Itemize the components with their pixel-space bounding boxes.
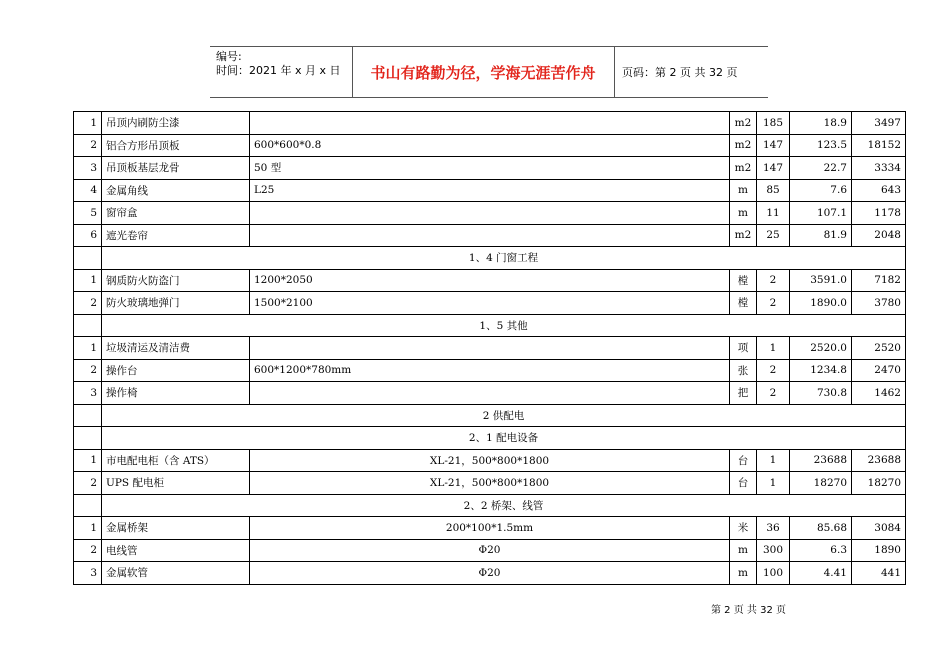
quotation-table xyxy=(73,111,906,585)
item-total: 3334 xyxy=(852,157,906,180)
item-quantity: 1 xyxy=(757,337,790,360)
row-number: 1 xyxy=(74,269,102,292)
item-unit: 项 xyxy=(730,337,757,360)
row-number: 1 xyxy=(74,112,102,135)
item-spec: 50 型 xyxy=(250,157,730,180)
item-spec xyxy=(250,337,730,360)
table-row xyxy=(74,337,906,360)
item-name: UPS 配电柜 xyxy=(102,472,250,495)
section-gutter-cell xyxy=(74,494,102,517)
item-unit-price: 123.5 xyxy=(790,134,852,157)
table-row xyxy=(74,359,906,382)
item-name: 防火玻璃地弹门 xyxy=(102,292,250,315)
item-unit-price: 22.7 xyxy=(790,157,852,180)
item-unit: 樘 xyxy=(730,292,757,315)
item-spec: 600*600*0.8 xyxy=(250,134,730,157)
item-spec xyxy=(250,382,730,405)
item-spec: XL-21，500*800*1800 xyxy=(250,449,730,472)
item-total: 2048 xyxy=(852,224,906,247)
table-row xyxy=(74,157,906,180)
row-number: 3 xyxy=(74,382,102,405)
item-unit-price: 1890.0 xyxy=(790,292,852,315)
item-quantity: 300 xyxy=(757,539,790,562)
item-unit: m xyxy=(730,562,757,585)
item-total: 1178 xyxy=(852,202,906,225)
item-total: 3780 xyxy=(852,292,906,315)
section-title: 1、4 门窗工程 xyxy=(102,247,906,270)
item-unit: 台 xyxy=(730,449,757,472)
item-unit-price: 2520.0 xyxy=(790,337,852,360)
row-number: 1 xyxy=(74,449,102,472)
item-total: 1890 xyxy=(852,539,906,562)
section-gutter-cell xyxy=(74,404,102,427)
header-motto: 书山有路勤为径，学海无涯苦作舟 xyxy=(370,63,596,82)
section-gutter-cell xyxy=(74,427,102,450)
item-name: 金属角线 xyxy=(102,179,250,202)
item-quantity: 85 xyxy=(757,179,790,202)
item-spec: Φ20 xyxy=(250,539,730,562)
table-row xyxy=(74,134,906,157)
item-name: 垃圾清运及清洁费 xyxy=(102,337,250,360)
item-unit: 米 xyxy=(730,517,757,540)
item-unit-price: 23688 xyxy=(790,449,852,472)
item-spec xyxy=(250,112,730,135)
item-unit-price: 18.9 xyxy=(790,112,852,135)
table-row xyxy=(74,517,906,540)
item-quantity: 100 xyxy=(757,562,790,585)
footer-page-number: 第 2 页 共 32 页 xyxy=(711,605,786,616)
row-number: 1 xyxy=(74,517,102,540)
row-number: 3 xyxy=(74,157,102,180)
table-row xyxy=(74,224,906,247)
item-spec xyxy=(250,224,730,247)
item-name: 金属软管 xyxy=(102,562,250,585)
item-spec: L25 xyxy=(250,179,730,202)
item-name: 吊顶内刷防尘漆 xyxy=(102,112,250,135)
section-row xyxy=(74,494,906,517)
table-row xyxy=(74,269,906,292)
table-row xyxy=(74,449,906,472)
row-number: 3 xyxy=(74,562,102,585)
item-quantity: 2 xyxy=(757,359,790,382)
item-spec: 200*100*1.5mm xyxy=(250,517,730,540)
item-name: 市电配电柜（含 ATS） xyxy=(102,449,250,472)
section-gutter-cell xyxy=(74,247,102,270)
table-row xyxy=(74,562,906,585)
item-total: 643 xyxy=(852,179,906,202)
item-name: 操作台 xyxy=(102,359,250,382)
item-spec: 1500*2100 xyxy=(250,292,730,315)
item-name: 窗帘盒 xyxy=(102,202,250,225)
item-unit: m2 xyxy=(730,224,757,247)
row-number: 5 xyxy=(74,202,102,225)
item-name: 铝合方形吊顶板 xyxy=(102,134,250,157)
section-row xyxy=(74,404,906,427)
table-row xyxy=(74,539,906,562)
table-row xyxy=(74,382,906,405)
item-unit-price: 85.68 xyxy=(790,517,852,540)
item-name: 金属桥架 xyxy=(102,517,250,540)
section-gutter-cell xyxy=(74,314,102,337)
item-name: 操作椅 xyxy=(102,382,250,405)
item-unit-price: 18270 xyxy=(790,472,852,495)
item-unit-price: 1234.8 xyxy=(790,359,852,382)
item-unit-price: 4.41 xyxy=(790,562,852,585)
item-total: 3084 xyxy=(852,517,906,540)
item-unit: m2 xyxy=(730,134,757,157)
item-quantity: 11 xyxy=(757,202,790,225)
item-unit: 张 xyxy=(730,359,757,382)
section-title: 1、5 其他 xyxy=(102,314,906,337)
item-name: 遮光卷帘 xyxy=(102,224,250,247)
item-spec: XL-21，500*800*1800 xyxy=(250,472,730,495)
row-number: 4 xyxy=(74,179,102,202)
item-unit-price: 107.1 xyxy=(790,202,852,225)
item-unit: m xyxy=(730,539,757,562)
row-number: 2 xyxy=(74,134,102,157)
header-meta xyxy=(216,50,341,78)
item-spec: 600*1200*780mm xyxy=(250,359,730,382)
item-name: 吊顶板基层龙骨 xyxy=(102,157,250,180)
table-row xyxy=(74,202,906,225)
item-total: 18270 xyxy=(852,472,906,495)
section-title: 2、2 桥架、线管 xyxy=(102,494,906,517)
section-title: 2、1 配电设备 xyxy=(102,427,906,450)
item-unit-price: 730.8 xyxy=(790,382,852,405)
section-row xyxy=(74,427,906,450)
section-row xyxy=(74,247,906,270)
item-total: 18152 xyxy=(852,134,906,157)
table-row xyxy=(74,292,906,315)
header-divider xyxy=(614,46,615,98)
item-name: 电线管 xyxy=(102,539,250,562)
row-number: 2 xyxy=(74,292,102,315)
row-number: 2 xyxy=(74,539,102,562)
section-title: 2 供配电 xyxy=(102,404,906,427)
item-spec: Φ20 xyxy=(250,562,730,585)
row-number: 2 xyxy=(74,472,102,495)
item-unit: m xyxy=(730,179,757,202)
table-row xyxy=(74,179,906,202)
item-name: 钢质防火防盗门 xyxy=(102,269,250,292)
row-number: 1 xyxy=(74,337,102,360)
item-quantity: 147 xyxy=(757,134,790,157)
item-unit-price: 3591.0 xyxy=(790,269,852,292)
table-row xyxy=(74,472,906,495)
item-quantity: 25 xyxy=(757,224,790,247)
item-total: 7182 xyxy=(852,269,906,292)
item-quantity: 147 xyxy=(757,157,790,180)
item-unit: 樘 xyxy=(730,269,757,292)
item-quantity: 1 xyxy=(757,449,790,472)
item-unit-price: 6.3 xyxy=(790,539,852,562)
item-unit-price: 81.9 xyxy=(790,224,852,247)
item-quantity: 2 xyxy=(757,292,790,315)
item-quantity: 2 xyxy=(757,269,790,292)
item-quantity: 2 xyxy=(757,382,790,405)
item-spec: 1200*2050 xyxy=(250,269,730,292)
item-unit: m2 xyxy=(730,157,757,180)
item-total: 2470 xyxy=(852,359,906,382)
item-total: 2520 xyxy=(852,337,906,360)
item-unit: m2 xyxy=(730,112,757,135)
item-total: 1462 xyxy=(852,382,906,405)
item-unit: m xyxy=(730,202,757,225)
section-row xyxy=(74,314,906,337)
code-label: 编号: xyxy=(216,50,242,63)
item-quantity: 1 xyxy=(757,472,790,495)
item-quantity: 185 xyxy=(757,112,790,135)
item-total: 441 xyxy=(852,562,906,585)
item-total: 3497 xyxy=(852,112,906,135)
item-quantity: 36 xyxy=(757,517,790,540)
time-label: 时间：2021 年 x 月 x 日 xyxy=(216,64,341,77)
item-spec xyxy=(250,202,730,225)
item-total: 23688 xyxy=(852,449,906,472)
header-page-number: 页码：第 2 页 共 32 页 xyxy=(622,66,738,79)
table-row xyxy=(74,112,906,135)
item-unit-price: 7.6 xyxy=(790,179,852,202)
row-number: 6 xyxy=(74,224,102,247)
item-unit: 把 xyxy=(730,382,757,405)
row-number: 2 xyxy=(74,359,102,382)
item-unit: 台 xyxy=(730,472,757,495)
